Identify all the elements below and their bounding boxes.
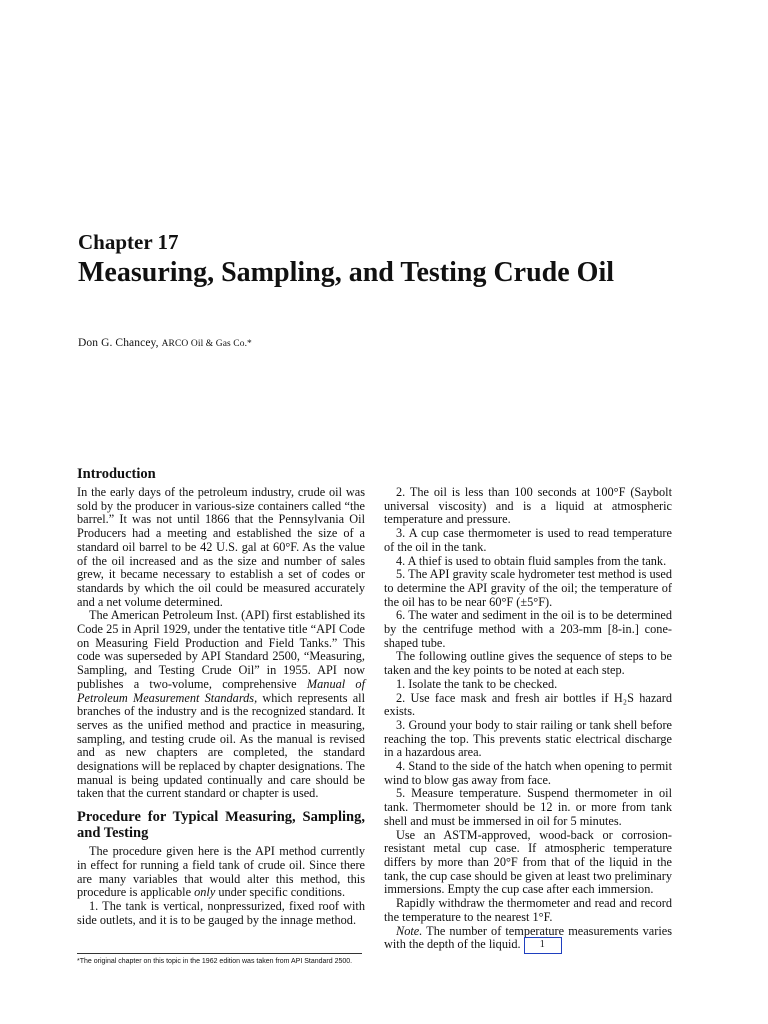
intro-paragraph-1: In the early days of the petroleum industry, crude oil was sold by the producer in various-size containers called “the barrel.” It was not until 1866 that the Pennsylvania Oil Producers had a meeting and established the size of a standard oil barrel to be 42 U.S. gal at 60°F. As the value of the oil increased and as the size and number of sales grew, it became necessary to establish a set of codes or standards by which the oil could be measured accurately and a net volume determined.: [77, 485, 365, 609]
condition-item-6: 6. The water and sediment in the oil is to be determined by the centrifuge method with a 203-mm [8-in.] cone-shaped tube.: [384, 608, 672, 650]
condition-item-2: 2. The oil is less than 100 seconds at 100°F (Saybolt universal viscosity) and is a liquid at atmospheric temperature and pressure.: [384, 485, 672, 527]
condition-item-5: 5. The API gravity scale hydrometer test method is used to determine the API gravity of the oil; the temperature of the oil has to be near 60°F (±5°F).: [384, 567, 672, 609]
emphasis-only: only: [194, 885, 216, 900]
step-4: 4. Stand to the side of the hatch when opening to permit wind to blow gas away from face.: [384, 759, 672, 787]
reference-link[interactable]: 1: [524, 937, 562, 954]
section-heading-introduction: Introduction: [77, 466, 156, 482]
note-text: The number of temperature measurements varies with the depth of the liquid.: [384, 923, 672, 952]
intro-p2-text: The American Petroleum Inst. (API) first established its Code 25 in April 1929, under the tentative title “API Code on Measuring Field Production and Field Tanks.” This code was superseded by API Standard 2500, “Measuring, Sampling, and Testing Crude Oil” in 1955. API now publishes a two-volume, comprehensive: [77, 608, 365, 691]
step-5: 5. Measure temperature. Suspend thermometer in oil tank. Thermometer should be 12 in. or more from tank shell and must be immersed in oil for 5 minutes.: [384, 786, 672, 828]
note-paragraph: [384, 925, 672, 955]
condition-item-4: 4. A thief is used to obtain fluid samples from the tank.: [396, 553, 667, 568]
procedure-paragraph-1: [77, 845, 365, 900]
manual-title: Manual of Petroleum Measurement Standards,: [77, 676, 365, 705]
footnote-divider: [77, 953, 362, 954]
outline-intro: The following outline gives the sequence of steps to be taken and the key points to be noted at each step.: [384, 649, 672, 678]
intro-p2-text-cont: which represents all branches of the industry and is the recognized standard. It serves as the unified method and practice in measuring, sampling, and testing crude oil. As the manual is revised and as new chapters are completed, the standard designations will be replaced by chapter designations. The manual is being updated continually and care should be taken that the current standard or chapter is used.: [77, 690, 365, 801]
procedure-p1-text-cont: under specific conditions.: [215, 885, 346, 900]
left-column: [77, 466, 365, 927]
procedure-p1-text: The procedure given here is the API method currently in effect for running a field tank of crude oil. Since there are many variables that would alter this method, this procedure is applicable: [77, 844, 365, 900]
step-2: 2. Use face mask and fresh air bottles if H₂S hazard exists.: [384, 690, 672, 719]
author-line: [78, 337, 252, 349]
condition-item-1: 1. The tank is vertical, nonpressurized, fixed roof with side outlets, and it is to be gauged by the innage method.: [77, 898, 365, 927]
step-1: 1. Isolate the tank to be checked.: [396, 676, 558, 691]
astm-paragraph: Use an ASTM-approved, wood-back or corrosion-resistant metal cup case. If atmospheric temperature differs by more than 20°F from that of the liquid in the tank, the cup case should be given at least two preliminary immersions. Empty the cup case after each immersion.: [384, 827, 672, 897]
section-heading-procedure: Procedure for Typical Measuring, Sampling, and Testing: [77, 809, 365, 842]
author-affiliation: ARCO Oil & Gas Co.*: [161, 339, 252, 349]
right-column: [384, 486, 672, 954]
intro-paragraph-2: [77, 609, 365, 801]
withdraw-paragraph: Rapidly withdraw the thermometer and read and record the temperature to the nearest 1°F.: [384, 896, 672, 924]
author-name: Don G. Chancey,: [78, 337, 159, 349]
condition-item-3: 3. A cup case thermometer is used to read temperature of the oil in the tank.: [384, 526, 672, 554]
chapter-title: Measuring, Sampling, and Testing Crude Oil: [78, 257, 615, 288]
step-3: 3. Ground your body to stair railing or tank shell before reaching the top. This prevents static electrical discharge in a hazardous area.: [384, 717, 672, 760]
chapter-label: Chapter 17: [78, 230, 179, 254]
note-label: Note.: [396, 923, 423, 938]
footnote: *The original chapter on this topic in the 1962 edition was taken from API Standard 2500.: [77, 958, 353, 965]
